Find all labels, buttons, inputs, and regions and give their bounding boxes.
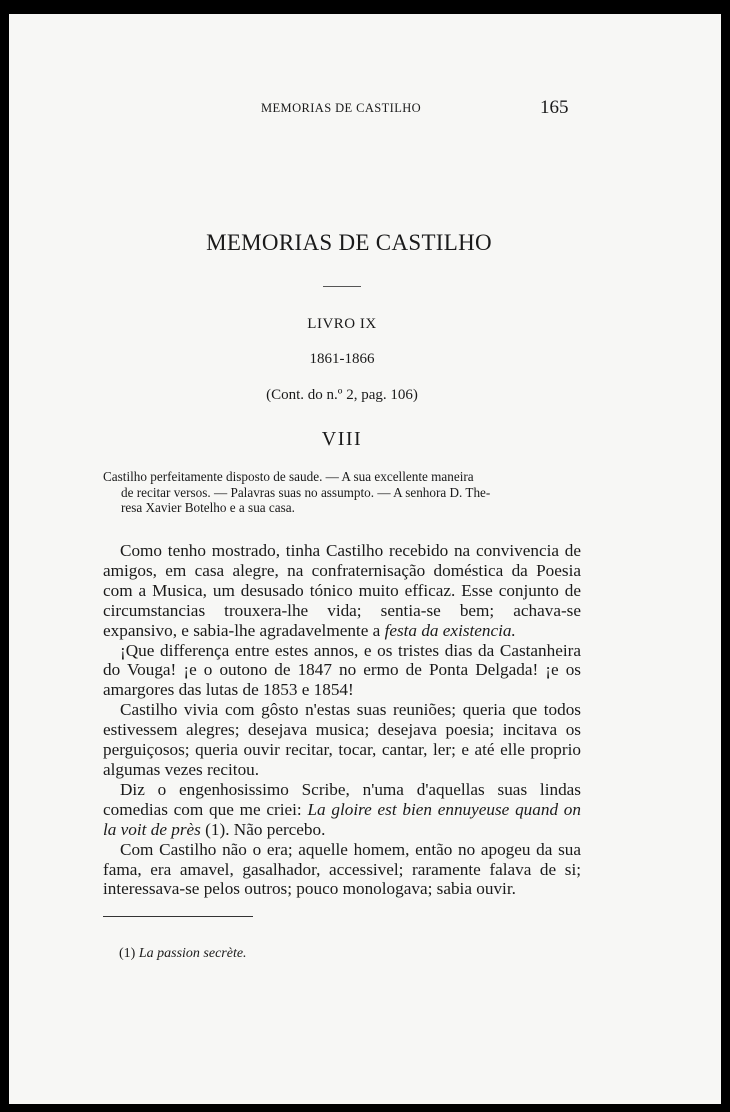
chapter-numeral: VIII <box>321 428 363 450</box>
continuation-note: (Cont. do n.º 2, pag. 106) <box>266 387 418 403</box>
italic-phrase: festa da existencia. <box>384 620 516 640</box>
book-page <box>9 14 721 1104</box>
paragraph: Castilho vivia com gôsto n'estas suas reuniões; queria que todos estivessem alegres; desejava musica; desejava poesia; incitava os perguiçosos; queria ouvir recitar, tocar, cantar, ler; e até elle proprio algumas vezes recitou. <box>103 700 581 779</box>
paragraph <box>103 780 581 840</box>
paragraph-text: (1). Não percebo. <box>200 819 326 839</box>
summary-line: de recitar versos. — Palavras suas no assumpto. — A senhora D. The- <box>121 484 491 500</box>
paragraph: ¡Que differença entre estes annos, e os tristes dias da Castanheira do Vouga! ¡e o outono de 1847 no ermo de Ponta Delgada! ¡e os amargores das lutas de 1853 e 1854! <box>103 640 581 700</box>
chapter-summary <box>103 469 583 516</box>
footnote-text: La passion secrète. <box>138 946 247 961</box>
book-label: LIVRO IX <box>307 316 377 332</box>
summary-line: Castilho perfeitamente disposto de saude. — A sua excellente maneira <box>103 469 474 484</box>
paragraph <box>103 541 581 641</box>
running-head <box>9 97 721 119</box>
body-text <box>103 541 581 899</box>
footnote-divider <box>103 916 253 917</box>
summary-line: resa Xavier Botelho e a sua casa. <box>121 500 295 515</box>
footnote <box>119 946 247 962</box>
paragraph-text: Diz o engenhosissimo Scribe, n'uma d'aquellas suas lindas comedias com que me criei: <box>103 779 581 819</box>
years-label: 1861-1866 <box>309 351 375 367</box>
running-title: MEMORIAS DE CASTILHO <box>261 101 422 115</box>
page-number: 165 <box>540 97 569 118</box>
paragraph: Com Castilho não o era; aquelle homem, então no apogeu da sua fama, era amavel, gasalhador, accessivel; raramente falava de si; interessava-se pelos outros; pouco monologava; sabia ouvir. <box>103 839 581 899</box>
italic-quote: La gloire est bien ennuyeuse quand on la voit de près <box>103 799 581 839</box>
main-title: MEMORIAS DE CASTILHO <box>206 230 492 255</box>
title-divider <box>323 286 361 287</box>
paragraph-text: Como tenho mostrado, tinha Castilho recebido na convivencia de amigos, em casa alegre, na confraternisação doméstica da Poesia com a Musica, um desusado tónico muito efficaz. Esse conjunto de circumstancias trouxera-lhe vida; sentia-se bem; achava-se expansivo, e sabia-lhe agradavelmente a <box>103 541 581 640</box>
footnote-marker: (1) <box>119 946 136 961</box>
